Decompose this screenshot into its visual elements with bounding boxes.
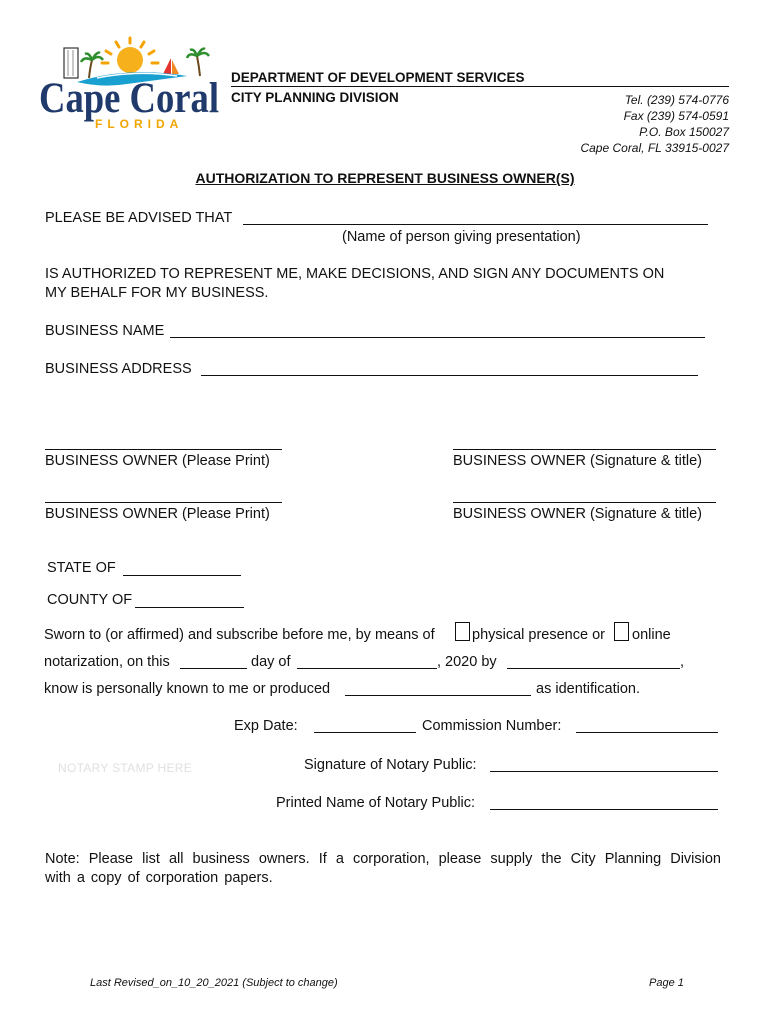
presenter-name-caption: (Name of person giving presentation) bbox=[342, 229, 581, 245]
business-name-label: BUSINESS NAME bbox=[45, 323, 165, 339]
county-of-label: COUNTY OF bbox=[47, 592, 133, 608]
owner-signature-field-2[interactable] bbox=[453, 502, 716, 503]
sun-icon bbox=[102, 38, 158, 73]
last-revised-note: Last Revised_on_10_20_2021 (Subject to change) bbox=[90, 977, 338, 989]
notary-stamp-placeholder: NOTARY STAMP HERE bbox=[58, 761, 193, 775]
city-address: Cape Coral, FL 33915-0027 bbox=[580, 141, 729, 155]
business-address-field[interactable] bbox=[201, 375, 698, 376]
note-line1: Note: Please list all business owners. If a corporation, please supply the City Planning Division bbox=[45, 851, 721, 867]
state-field[interactable] bbox=[123, 575, 241, 576]
advised-label: PLEASE BE ADVISED THAT bbox=[45, 210, 233, 226]
online-label: online bbox=[632, 627, 671, 643]
exp-date-label: Exp Date: bbox=[234, 718, 298, 734]
known-label: know is personally known to me or produced bbox=[44, 681, 331, 697]
logo-wordmark: Cape Coral bbox=[39, 75, 220, 122]
comma-label: , bbox=[680, 654, 685, 670]
logo-graphic bbox=[37, 36, 223, 131]
business-address-label: BUSINESS ADDRESS bbox=[45, 361, 192, 377]
notary-signature-label: Signature of Notary Public: bbox=[304, 757, 477, 773]
owner-print-label-2: BUSINESS OWNER (Please Print) bbox=[45, 506, 270, 522]
owner-print-field-1[interactable] bbox=[45, 449, 282, 450]
owner-signature-field-1[interactable] bbox=[453, 449, 716, 450]
authorization-text-line1: IS AUTHORIZED TO REPRESENT ME, MAKE DECISIONS, AND SIGN ANY DOCUMENTS ON bbox=[45, 266, 665, 282]
building-icon bbox=[64, 48, 78, 78]
state-of-label: STATE OF bbox=[47, 560, 116, 576]
page-number: Page 1 bbox=[649, 977, 684, 989]
owner-print-field-2[interactable] bbox=[45, 502, 282, 503]
owner-signature-label-2: BUSINESS OWNER (Signature & title) bbox=[453, 506, 702, 522]
sailboat-icon bbox=[163, 58, 179, 74]
owner-signature-label-1: BUSINESS OWNER (Signature & title) bbox=[453, 453, 702, 469]
notarization-on-label: notarization, on this bbox=[44, 654, 170, 670]
physical-presence-checkbox[interactable] bbox=[455, 622, 470, 641]
owner-print-label-1: BUSINESS OWNER (Please Print) bbox=[45, 453, 270, 469]
cape-coral-logo bbox=[37, 36, 223, 131]
as-identification-label: as identification. bbox=[536, 681, 640, 697]
phone-number: Tel. (239) 574-0776 bbox=[624, 93, 729, 107]
identification-field[interactable] bbox=[345, 695, 531, 696]
authorization-text-line2: MY BEHALF FOR MY BUSINESS. bbox=[45, 285, 269, 301]
note-line2: with a copy of corporation papers. bbox=[45, 870, 273, 886]
header-rule bbox=[231, 86, 729, 87]
contact-block bbox=[469, 92, 729, 156]
fax-number: Fax (239) 574-0591 bbox=[623, 109, 729, 123]
logo-state: FLORIDA bbox=[95, 117, 184, 131]
county-field[interactable] bbox=[135, 607, 244, 608]
year-by-label: , 2020 by bbox=[437, 654, 497, 670]
exp-date-field[interactable] bbox=[314, 732, 416, 733]
palm-tree-icon bbox=[187, 49, 209, 76]
online-checkbox[interactable] bbox=[614, 622, 629, 641]
notarization-month-field[interactable] bbox=[297, 668, 437, 669]
notary-printed-name-field[interactable] bbox=[490, 809, 718, 810]
business-name-field[interactable] bbox=[170, 337, 705, 338]
notarization-day-field[interactable] bbox=[180, 668, 247, 669]
presenter-name-field[interactable] bbox=[243, 224, 708, 225]
day-of-label: day of bbox=[251, 654, 291, 670]
notary-printed-name-label: Printed Name of Notary Public: bbox=[276, 795, 476, 811]
form-title: AUTHORIZATION TO REPRESENT BUSINESS OWNER(S) bbox=[195, 170, 575, 186]
commission-number-field[interactable] bbox=[576, 732, 718, 733]
division-name: CITY PLANNING DIVISION bbox=[231, 90, 399, 105]
po-box: P.O. Box 150027 bbox=[639, 125, 729, 139]
physical-presence-label: physical presence or bbox=[472, 627, 605, 643]
notary-signature-field[interactable] bbox=[490, 771, 718, 772]
affiant-name-field[interactable] bbox=[507, 668, 680, 669]
sworn-statement: Sworn to (or affirmed) and subscribe before me, by means of bbox=[44, 627, 435, 643]
department-name: DEPARTMENT OF DEVELOPMENT SERVICES bbox=[231, 70, 525, 85]
commission-number-label: Commission Number: bbox=[422, 718, 562, 734]
